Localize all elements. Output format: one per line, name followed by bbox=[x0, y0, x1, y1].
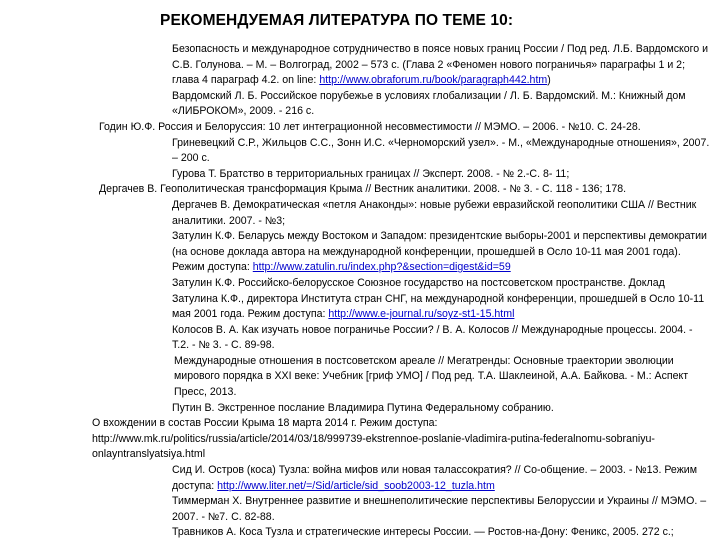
list-item: О вхождении в состав России Крыма 18 марта 2014 г. Режим доступа: http://www.mk.ru/politics/russia/article/2014/03/18/999739-ekstrennoe-poslanie-vladimira-putina-federalnomu-sobraniyu-onlayntranslyatsiya.html bbox=[92, 417, 655, 461]
list-item: Безопасность и международное сотрудничество в поясе новых границ России / Под ред. Л.Б. Вардомского и С.В. Голунова. – М. – Волгоград, 2002 – 573 с. (Глава 2 «Феномен нового пограничья» параграфы 1 и 2; глава 4 параграф 4.2. on line: http://www.obraforum.ru/book/paragraph442.htm) bbox=[172, 43, 709, 87]
list-item: Международные отношения в постсоветском ареале // Мегатренды: Основные траектории эволюции мирового порядка в XXI веке: Учебник [гриф УМО] / Под ред. Т.А. Шаклеиной, А.А. Байкова. - М.: Аспект Пресс, 2013. bbox=[174, 354, 689, 399]
list-item: Гурова Т. Братство в территориальных границах // Эксперт. 2008. - № 2.-С. 8- 11; bbox=[172, 167, 570, 180]
reference-link[interactable]: http://www.zatulin.ru/index.php?&section=digest&id=59 bbox=[252, 261, 511, 274]
list-item: Затулин К.Ф. Российско-белорусское Союзное государство на постсоветском пространстве. Доклад Затулина К.Ф., директора Института стран СНГ, на международной конференции, прошедшей в Осло 10-11 мая 2001 года. Режим доступа: http://www.e-journal.ru/soyz-st1-15.html bbox=[172, 276, 705, 321]
reference-link[interactable]: http://www.obraforum.ru/book/paragraph442.htm bbox=[319, 74, 548, 87]
list-item: Вардомский Л. Б. Российское порубежье в условиях глобализации / Л. Б. Вардомский. М.: Книжный дом «ЛИБРОКОМ», 2009. - 216 с. bbox=[172, 89, 686, 118]
list-item: Путин В. Экстренное послание Владимира Путина Федеральному собранию. bbox=[172, 401, 554, 414]
reference-link[interactable]: http://www.e-journal.ru/soyz-st1-15.html bbox=[328, 308, 515, 321]
list-item: Травников А. Коса Тузла и стратегические интересы России. — Ростов-на-Дону: Феникс, 2005. 272 с.; bbox=[172, 526, 674, 539]
list-item: Дергачев В. Геополитическая трансформация Крыма // Вестник аналитики. 2008. - № 3. - С. 118 - 136; 178. bbox=[99, 183, 627, 196]
list-item: Годин Ю.Ф. Россия и Белоруссия: 10 лет интеграционной несовместимости // МЭМО. – 2006. - №10. С. 24-28. bbox=[99, 120, 641, 133]
list-item: Тиммерман Х. Внутреннее развитие и внешнеполитические перспективы Белоруссии и Украины // МЭМО. – 2007. - №7. С. 82-88. bbox=[172, 495, 707, 523]
list-item: Сид И. Остров (коса) Тузла: война мифов или новая талассократия? // Со-общение. – 2003. - №13. Режим доступа: http://www.liter.net/=/Sid/article/sid_soob2003-12_tuzla.htm bbox=[172, 464, 697, 492]
list-item: Колосов В. А. Как изучать новое пограничье России? / В. А. Колосов // Международные процессы. 2004. - Т.2. - № 3. - С. 89-98. bbox=[172, 323, 693, 352]
list-item: Затулин К.Ф. Беларусь между Востоком и Западом: президентские выборы-2001 и перспективы демократии (на основе доклада автора на международной конференции, прошедшей в Осло 10-11 мая 2001 года). Режим доступа: http://www.zatulin.ru/index.php?&section=digest&id=59 bbox=[172, 230, 707, 274]
reference-link[interactable]: http://www.liter.net/=/Sid/article/sid_soob2003-12_tuzla.htm bbox=[217, 479, 495, 492]
list-item: Дергачев В. Демократическая «петля Анаконды»: новые рубежи евразийской геополитики США // Вестник аналитики. 2007. - №3; bbox=[172, 198, 697, 227]
list-item: Гриневецкий С.Р., Жильцов С.С., Зонн И.С. «Черноморский узел». - М., «Международные отношения», 2007. – 200 с. bbox=[172, 136, 710, 165]
bibliography-list bbox=[92, 42, 710, 541]
page-title: РЕКОМЕНДУЕМАЯ ЛИТЕРАТУРА ПО ТЕМЕ 10: bbox=[160, 12, 514, 29]
